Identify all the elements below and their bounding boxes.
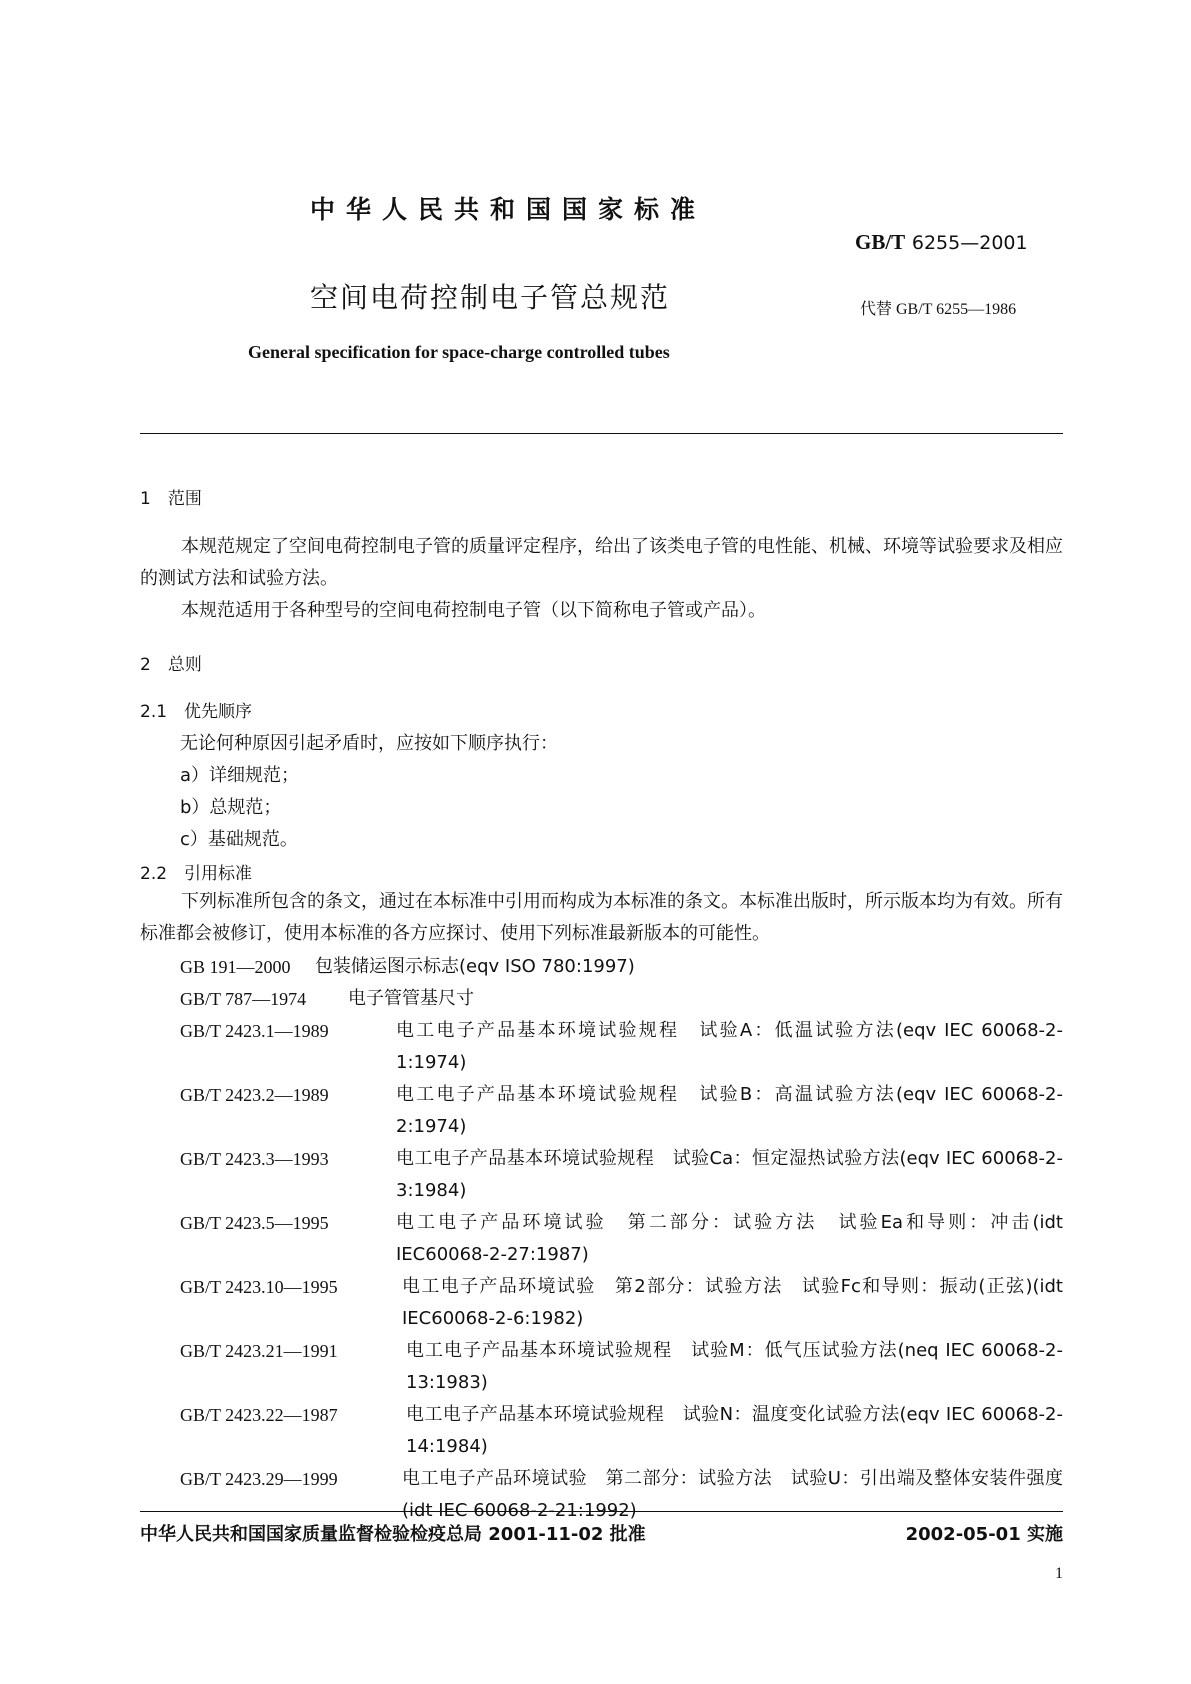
reference-item xyxy=(180,983,1063,1015)
priority-item-c: c）基础规范。 xyxy=(180,829,298,850)
reference-code: GB/T 2423.5—1995 xyxy=(180,1213,329,1233)
reference-item xyxy=(180,1271,1063,1335)
standard-prefix: GB/T xyxy=(855,230,906,254)
national-standard-title: 中华人民共和国国家标准 xyxy=(310,195,707,224)
reference-item xyxy=(180,1143,1063,1207)
reference-item xyxy=(180,1015,1063,1079)
reference-title: 电工电子产品基本环境试验规程 试验N：温度变化试验方法(eqv IEC 60068-2-14:1984) xyxy=(406,1404,1063,1457)
page-number: 1 xyxy=(1055,1565,1063,1582)
section-2-2-intro: 下列标准所包含的条文，通过在本标准中引用而构成为本标准的条文。本标准出版时，所示版本均为有效。所有标准都会被修订，使用本标准的各方应探讨、使用下列标准最新版本的可能性。 xyxy=(140,891,1063,944)
replaces-note: 代替 GB/T 6255—1986 xyxy=(860,301,1017,318)
effective-date: 2002-05-01 实施 xyxy=(905,1524,1063,1545)
reference-code: GB/T 2423.21—1991 xyxy=(180,1341,338,1361)
section-2-1-heading: 2.1 优先顺序 xyxy=(140,702,253,722)
footer-divider xyxy=(140,1511,1063,1512)
section-2-heading: 2 总则 xyxy=(140,655,202,675)
reference-code: GB/T 2423.2—1989 xyxy=(180,1085,329,1105)
reference-title: 电工电子产品基本环境试验规程 试验B：高温试验方法(eqv IEC 60068-2-2:1974) xyxy=(396,1084,1063,1137)
section-1-heading: 1 范围 xyxy=(140,489,202,509)
reference-title: 电工电子产品基本环境试验规程 试验Ca：恒定湿热试验方法(eqv IEC 60068-2-3:1984) xyxy=(396,1148,1063,1201)
reference-title: 电工电子产品环境试验 第2部分：试验方法 试验Fc和导则：振动(正弦)(idt IEC60068-2-6:1982) xyxy=(402,1276,1063,1329)
reference-code: GB/T 2423.1—1989 xyxy=(180,1021,329,1041)
priority-item-b: b）总规范； xyxy=(180,797,282,818)
reference-title: 电工电子产品环境试验 第二部分：试验方法 试验Ea和导则：冲击(idt IEC60068-2-27:1987) xyxy=(396,1212,1063,1265)
reference-item xyxy=(180,1207,1063,1271)
reference-item xyxy=(180,951,1063,983)
reference-item xyxy=(180,1399,1063,1463)
reference-item xyxy=(180,1463,1063,1527)
reference-code: GB/T 2423.29—1999 xyxy=(180,1469,338,1489)
section-2-2-heading: 2.2 引用标准 xyxy=(140,864,253,884)
reference-title: 包装储运图示标志(eqv ISO 780:1997) xyxy=(315,956,635,977)
priority-item-a: a）详细规范； xyxy=(180,765,300,786)
reference-title: 电工电子产品基本环境试验规程 试验M：低气压试验方法(neq IEC 60068-2-13:1983) xyxy=(406,1340,1063,1393)
reference-title: 电工电子产品基本环境试验规程 试验A：低温试验方法(eqv IEC 60068-2-1:1974) xyxy=(396,1020,1063,1073)
section-2-1-intro: 无论何种原因引起矛盾时，应按如下顺序执行： xyxy=(180,733,558,754)
header-divider xyxy=(140,433,1063,434)
reference-item xyxy=(180,1335,1063,1399)
document-title: 空间电荷控制电子管总规范 xyxy=(310,281,671,314)
approval-line: 中华人民共和国国家质量监督检验检疫总局 2001-11-02 批准 xyxy=(140,1524,646,1545)
section-1-paragraph-2: 本规范适用于各种型号的空间电荷控制电子管（以下简称电子管或产品）。 xyxy=(181,600,766,621)
standard-number: 6255—2001 xyxy=(911,232,1028,254)
reference-code: GB/T 2423.22—1987 xyxy=(180,1405,338,1425)
reference-code: GB/T 2423.3—1993 xyxy=(180,1149,329,1169)
reference-item xyxy=(180,1079,1063,1143)
reference-code: GB 191—2000 xyxy=(180,957,291,977)
reference-code: GB/T 787—1974 xyxy=(180,989,307,1009)
standard-code xyxy=(855,230,1028,255)
section-1-paragraph-1: 本规范规定了空间电荷控制电子管的质量评定程序，给出了该类电子管的电性能、机械、环境等试验要求及相应的测试方法和试验方法。 xyxy=(140,536,1063,589)
reference-code: GB/T 2423.10—1995 xyxy=(180,1277,338,1297)
reference-title: 电子管管基尺寸 xyxy=(348,988,474,1009)
english-title: General specification for space-charge controlled tubes xyxy=(248,342,670,362)
reference-title: 电工电子产品环境试验 第二部分：试验方法 试验U：引出端及整体安装件强度(idt IEC 60068-2-21:1992) xyxy=(402,1468,1063,1521)
